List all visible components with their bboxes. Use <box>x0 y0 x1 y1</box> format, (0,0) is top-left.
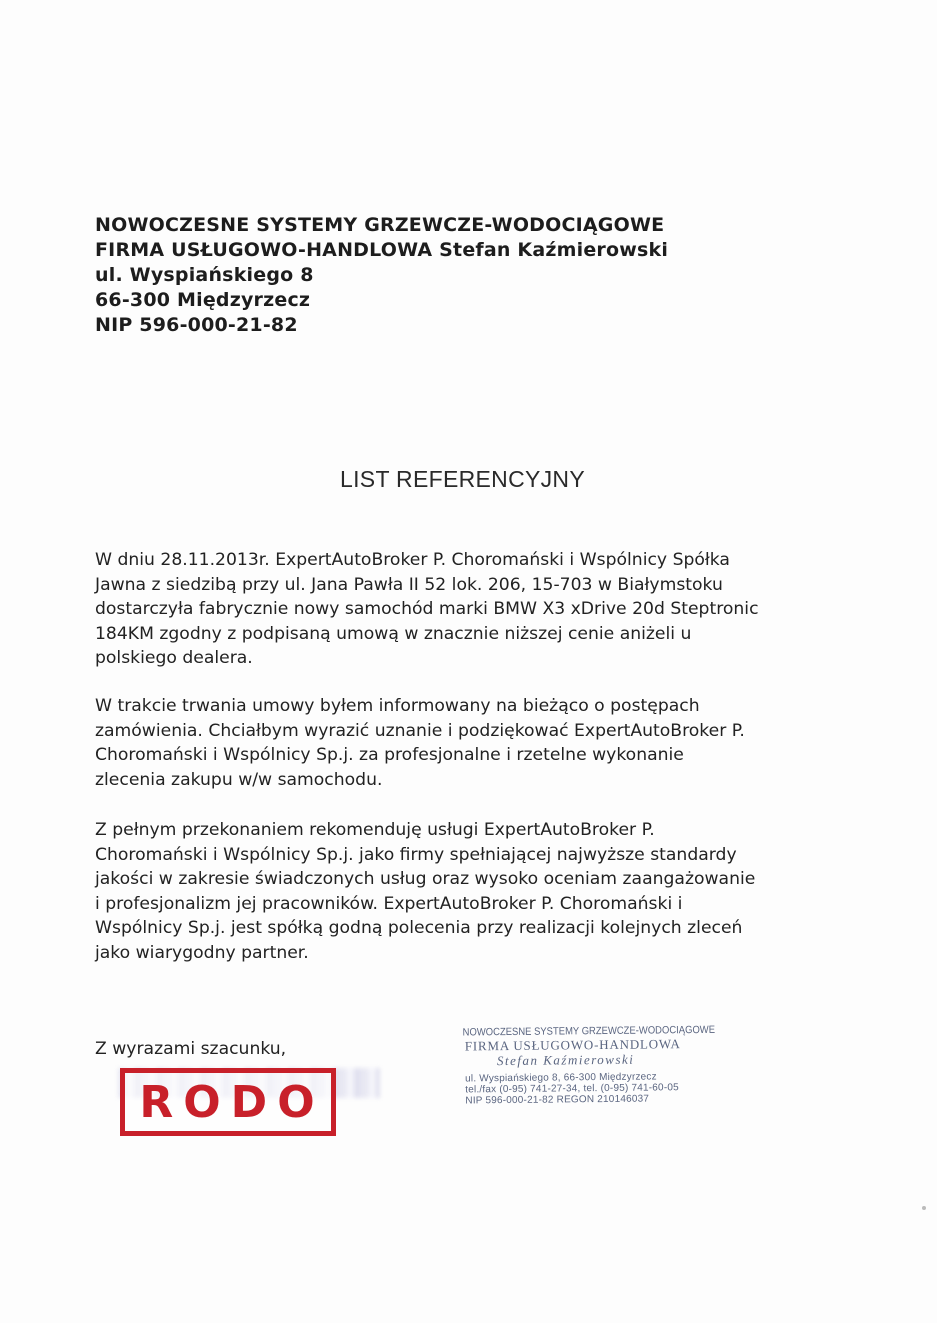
company-stamp <box>463 1024 744 1107</box>
rodo-stamp-text: RODO <box>139 1076 325 1128</box>
paragraph-1-line: 184KM zgodny z podpisaną umową w znacznie niższej cenie aniżeli u <box>95 623 692 644</box>
document-title: LIST REFERENCYJNY <box>340 466 585 492</box>
paragraph-1-line: dostarczyła fabrycznie nowy samochód marki BMW X3 xDrive 20d Steptronic <box>95 599 759 619</box>
paragraph-3-line: Wspólnicy Sp.j. jest spółką godną polecenia przy realizacji kolejnych zleceń <box>95 918 743 938</box>
paragraph-1-line: Jawna z siedzibą przy ul. Jana Pawła II 52 lok. 206, 15-703 w Białymstoku <box>95 574 723 595</box>
scan-speck <box>922 1206 926 1210</box>
sender-city: 66-300 Międzyrzecz <box>95 289 311 311</box>
paragraph-3-line: i profesjonalizm jej pracowników. ExpertAutoBroker P. Choromański i <box>95 893 683 914</box>
sender-firm-owner: FIRMA USŁUGOWO-HANDLOWA Stefan Kaźmierowski <box>95 239 669 261</box>
sender-header <box>95 213 668 338</box>
paragraph-3-line: Choromański i Wspólnicy Sp.j. jako firmy spełniającej najwyższe standardy <box>95 844 737 865</box>
stamp-company-name: NOWOCZESNE SYSTEMY GRZEWCZE-WODOCIĄGOWE <box>462 1023 716 1039</box>
sender-company-name: NOWOCZESNE SYSTEMY GRZEWCZE-WODOCIĄGOWE <box>95 214 665 236</box>
sender-street: ul. Wyspiańskiego 8 <box>95 264 314 286</box>
paragraph-3-line: Z pełnym przekonaniem rekomenduję usługi ExpertAutoBroker P. <box>95 820 655 840</box>
paragraph-2-line: W trakcie trwania umowy byłem informowany na bieżąco o postępach <box>95 696 700 716</box>
paragraph-2 <box>95 694 835 792</box>
closing-salutation: Z wyrazami szacunku, <box>95 1039 287 1059</box>
stamp-owner-name: Stefan Kaźmierowski <box>496 1051 635 1069</box>
paragraph-2-line: Choromański i Wspólnicy Sp.j. za profesjonalne i rzetelne wykonanie <box>95 745 684 765</box>
stamp-nip-regon: NIP 596-000-21-82 REGON 210146037 <box>465 1093 650 1107</box>
stamp-firm-type: FIRMA USŁUGOWO-HANDLOWA <box>464 1036 681 1054</box>
paragraph-3-line: jakości w zakresie świadczonych usług oraz wysoko oceniam zaangażowanie <box>95 869 756 889</box>
paragraph-2-line: zamówienia. Chciałbym wyrazić uznanie i podziękować ExpertAutoBroker P. <box>95 720 745 741</box>
stamp-phone: tel./fax (0-95) 741-27-34, tel. (0-95) 741-60-05 <box>465 1082 679 1096</box>
paragraph-2-line: zlecenia zakupu w/w samochodu. <box>95 769 383 790</box>
paragraph-3-line: jako wiarygodny partner. <box>95 942 309 963</box>
stamp-address: ul. Wyspiańskiego 8, 66-300 Międzyrzecz <box>465 1071 657 1085</box>
rodo-redaction-stamp <box>120 1068 336 1136</box>
paragraph-1-line: polskiego dealera. <box>95 648 253 668</box>
sender-nip: NIP 596-000-21-82 <box>95 314 298 336</box>
paragraph-1 <box>95 548 835 671</box>
paragraph-3 <box>95 818 835 965</box>
paragraph-1-line: W dniu 28.11.2013r. ExpertAutoBroker P. Choromański i Wspólnicy Spółka <box>95 550 730 570</box>
